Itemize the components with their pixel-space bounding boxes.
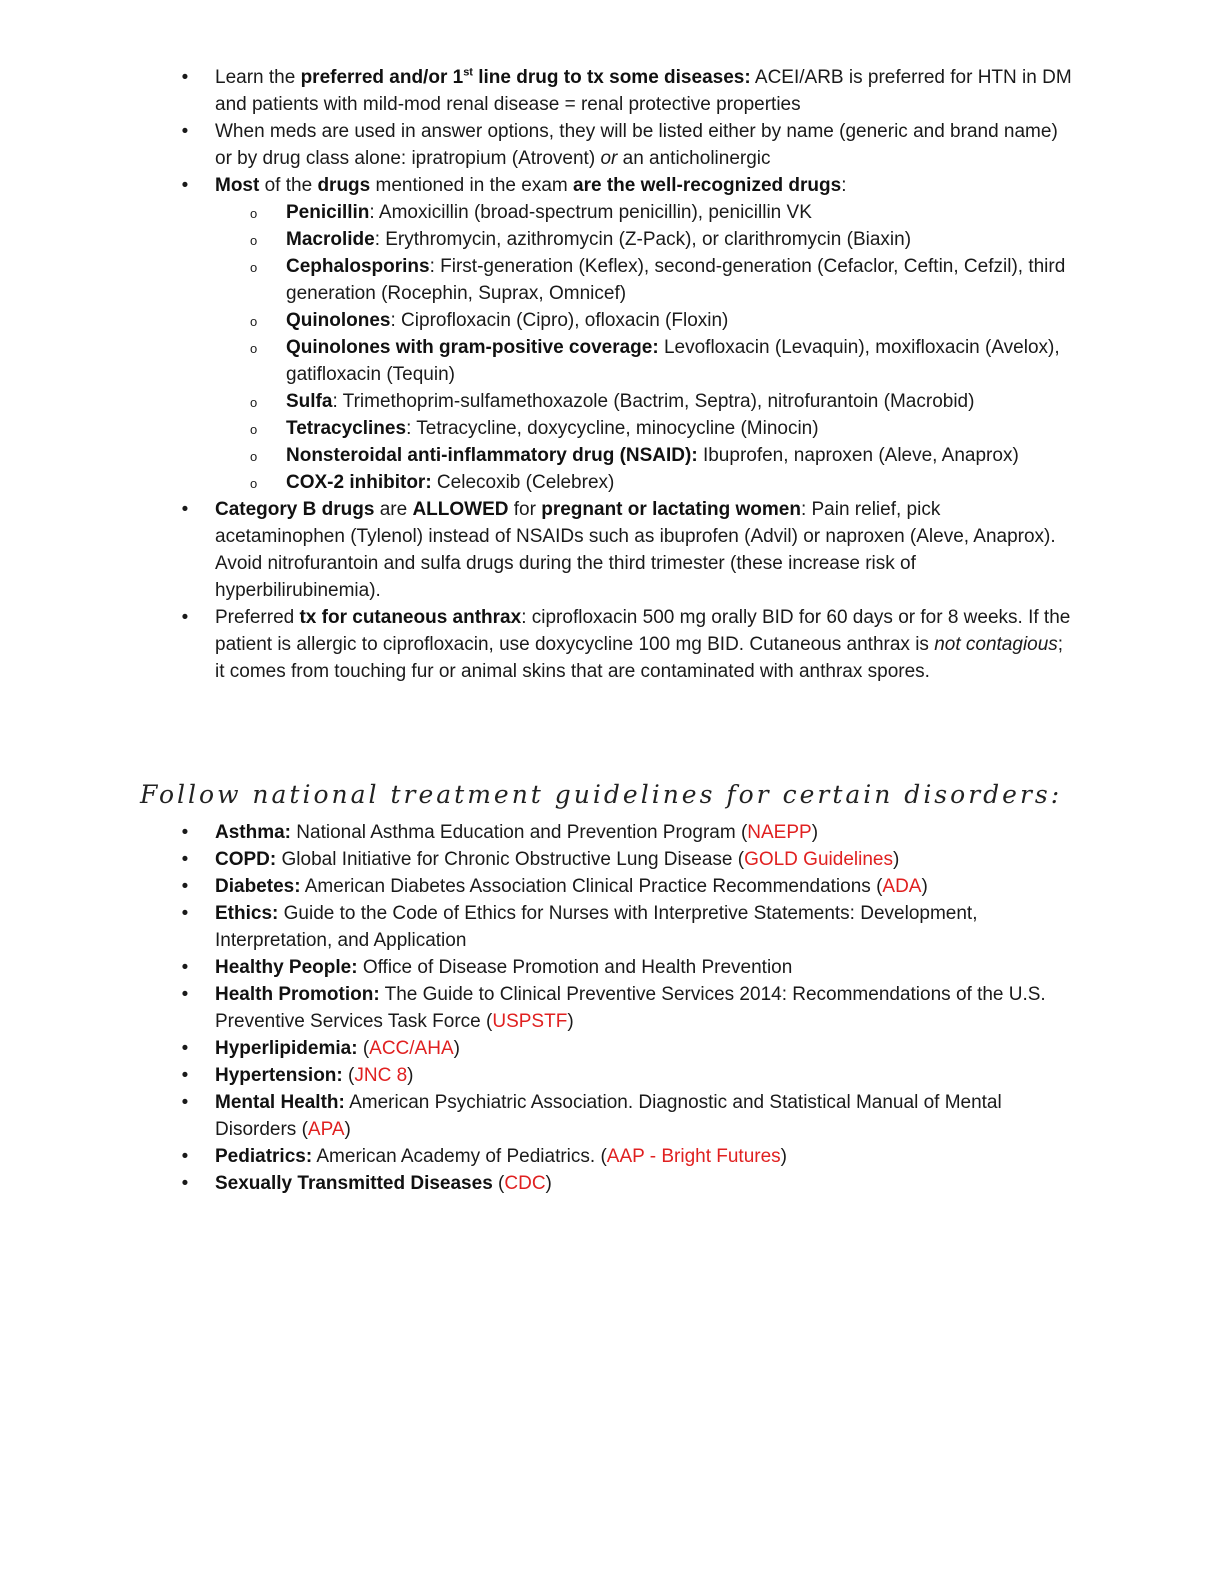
guideline-item: • Health Promotion: The Guide to Clinical Preventive Services 2014: Recommendations of the U.S. Preventive Services Task Force (USPSTF)	[215, 981, 1075, 1035]
bullet-icon: •	[181, 984, 189, 1005]
guideline-item: • Sexually Transmitted Diseases (CDC)	[215, 1170, 1075, 1197]
drug-class-item: o Quinolones: Ciprofloxacin (Cipro), ofloxacin (Floxin)	[286, 307, 1075, 334]
sub-bullet-icon: o	[250, 233, 258, 248]
guideline-link[interactable]: JNC 8	[354, 1065, 408, 1086]
bullet-icon: •	[181, 1038, 189, 1059]
drug-class-item: o Penicillin: Amoxicillin (broad-spectrum penicillin), penicillin VK	[286, 199, 1075, 226]
list-item: • Category B drugs are ALLOWED for pregnant or lactating women: Pain relief, pick acetaminophen (Tylenol) instead of NSAIDs such as ibuprofen (Advil) or naproxen (Aleve, Anaprox). Avoid nitrofurantoin and sulfa drugs during the third trimester (these increase risk of hyperbilirubinemia).	[215, 496, 1075, 604]
sub-bullet-icon: o	[250, 476, 258, 491]
guidelines-list	[181, 819, 1075, 1197]
guideline-item: • COPD: Global Initiative for Chronic Obstructive Lung Disease (GOLD Guidelines)	[215, 846, 1075, 873]
guideline-link[interactable]: ACC/AHA	[369, 1038, 454, 1059]
drug-class-item: o Sulfa: Trimethoprim-sulfamethoxazole (Bactrim, Septra), nitrofurantoin (Macrobid)	[286, 388, 1075, 415]
bullet-icon: •	[181, 1173, 189, 1194]
sub-bullet-icon: o	[250, 341, 258, 356]
guideline-item: • Ethics: Guide to the Code of Ethics for Nurses with Interpretive Statements: Development, Interpretation, and Application	[215, 900, 1075, 954]
bullet-icon: •	[181, 67, 189, 88]
guideline-link[interactable]: USPSTF	[492, 1011, 568, 1032]
sub-bullet-icon: o	[250, 314, 258, 329]
list-item: • Most of the drugs mentioned in the exam are the well-recognized drugs: o Penicillin: Amoxicillin (broad-spectrum penicillin), penicillin VK o Macrolide: Erythromycin, azithromycin (Z-Pack), or clarithromycin (Biaxin) o Cephalosporins: First-generation (Keflex), second-generation (Cefaclor, Ceftin, Cefzil), third generation (Rocephin, Suprax, Omnicef) o Quinolones: Ciprofloxacin (Cipro), ofloxacin (Floxin) o Quinolones with gram-positive coverage: Levofloxacin (Levaquin), moxifloxacin (Avelox), gatifloxacin (Tequin) o Sulfa: Trimethoprim-sulfamethoxazole (Bactrim, Septra), nitrofurantoin (Macrobid) o Tetracyclines: Tetracycline, doxycycline, minocycline (Minocin) o Nonsteroidal anti-inflammatory drug (NSAID): Ibuprofen, naproxen (Aleve, Anaprox) o COX-2 inhibitor: Celecoxib (Celebrex)	[215, 172, 1075, 496]
drug-rules-list	[181, 64, 1075, 685]
list-item: • When meds are used in answer options, they will be listed either by name (generic and brand name) or by drug class alone: ipratropium (Atrovent) or an anticholinergic	[215, 118, 1075, 172]
guidelines-heading: Follow national treatment guidelines for certain disorders:	[140, 780, 1063, 809]
drug-class-list	[215, 199, 1075, 496]
guideline-link[interactable]: ADA	[882, 876, 922, 897]
drug-class-item: o COX-2 inhibitor: Celecoxib (Celebrex)	[286, 469, 1075, 496]
guideline-item: • Pediatrics: American Academy of Pediatrics. (AAP - Bright Futures)	[215, 1143, 1075, 1170]
guideline-item: • Diabetes: American Diabetes Association Clinical Practice Recommendations (ADA)	[215, 873, 1075, 900]
drug-class-item: o Macrolide: Erythromycin, azithromycin (Z-Pack), or clarithromycin (Biaxin)	[286, 226, 1075, 253]
guideline-item: • Healthy People: Office of Disease Promotion and Health Prevention	[215, 954, 1075, 981]
guideline-link[interactable]: AAP - Bright Futures	[606, 1146, 781, 1167]
bullet-icon: •	[181, 957, 189, 978]
bullet-icon: •	[181, 607, 189, 628]
bullet-icon: •	[181, 1065, 189, 1086]
sub-bullet-icon: o	[250, 422, 258, 437]
bullet-icon: •	[181, 499, 189, 520]
bullet-icon: •	[181, 822, 189, 843]
drug-class-item: o Nonsteroidal anti-inflammatory drug (NSAID): Ibuprofen, naproxen (Aleve, Anaprox)	[286, 442, 1075, 469]
guideline-item: • Hypertension: (JNC 8)	[215, 1062, 1075, 1089]
drug-class-item: o Quinolones with gram-positive coverage: Levofloxacin (Levaquin), moxifloxacin (Avelox), gatifloxacin (Tequin)	[250, 337, 1060, 385]
bullet-icon: •	[181, 876, 189, 897]
bullet-icon: •	[181, 175, 189, 196]
bullet-icon: •	[181, 1146, 189, 1167]
sub-bullet-icon: o	[250, 395, 258, 410]
guideline-item: • Hyperlipidemia: (ACC/AHA)	[215, 1035, 1075, 1062]
bullet-icon: •	[181, 903, 189, 924]
list-item: • Learn the preferred and/or 1st line drug to tx some diseases: ACEI/ARB is preferred for HTN in DM and patients with mild-mod renal disease = renal protective properties	[215, 64, 1075, 118]
drug-class-item: o Tetracyclines: Tetracycline, doxycycline, minocycline (Minocin)	[286, 415, 1075, 442]
guideline-item: • Mental Health: American Psychiatric Association. Diagnostic and Statistical Manual of Mental Disorders (APA)	[215, 1089, 1075, 1143]
guideline-link[interactable]: APA	[307, 1119, 345, 1140]
drug-class-item: o Cephalosporins: First-generation (Keflex), second-generation (Cefaclor, Ceftin, Cefzil), third generation (Rocephin, Suprax, Omnicef)	[250, 256, 1066, 304]
sub-bullet-icon: o	[250, 449, 258, 464]
guideline-item: • Asthma: National Asthma Education and Prevention Program (NAEPP)	[215, 819, 1075, 846]
sub-bullet-icon: o	[250, 206, 258, 221]
list-item: • Preferred tx for cutaneous anthrax: ciprofloxacin 500 mg orally BID for 60 days or for 8 weeks. If the patient is allergic to ciprofloxacin, use doxycycline 100 mg BID. Cutaneous anthrax is not contagious; it comes from touching fur or animal skins that are contaminated with anthrax spores.	[215, 604, 1075, 685]
bullet-icon: •	[181, 121, 189, 142]
guideline-link[interactable]: GOLD Guidelines	[744, 849, 893, 870]
guideline-link[interactable]: CDC	[504, 1173, 546, 1194]
bullet-icon: •	[181, 1092, 189, 1113]
guideline-link[interactable]: NAEPP	[747, 822, 812, 843]
bullet-icon: •	[181, 849, 189, 870]
sub-bullet-icon: o	[250, 260, 258, 275]
